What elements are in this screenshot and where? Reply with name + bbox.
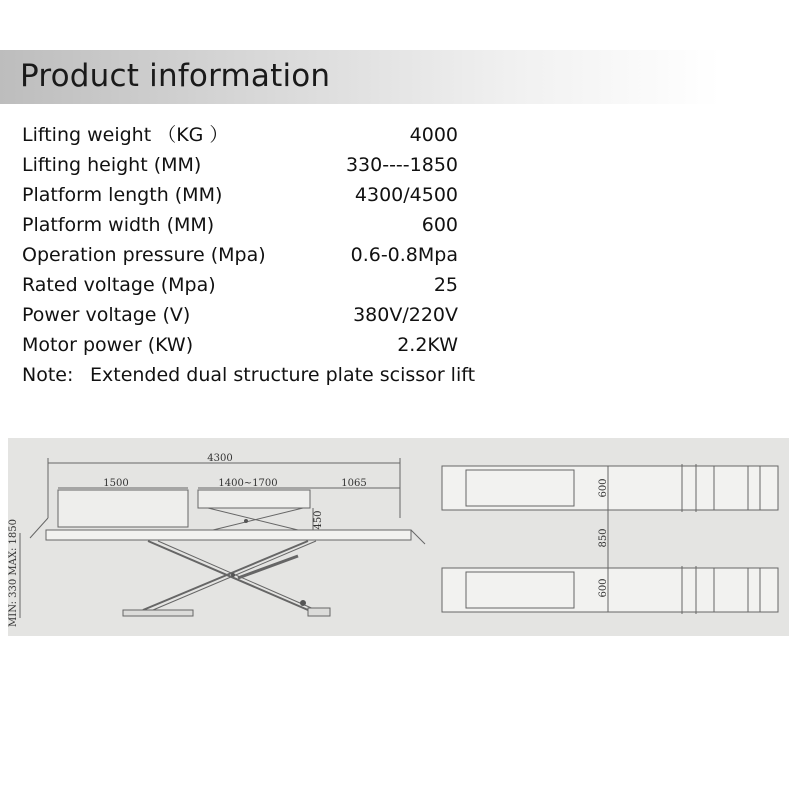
page-title: Product information [20, 58, 331, 94]
right-ramp [411, 530, 425, 544]
dimension-left: 1500 [103, 478, 129, 489]
spec-row [22, 210, 462, 240]
dimension-overall: 4300 [207, 453, 233, 464]
middle-platform-section [198, 490, 310, 508]
dimension-platform-height: 450 [313, 510, 324, 530]
dimension-width-lower: 600 [598, 578, 609, 598]
spec-label: Platform width (MM) [22, 214, 215, 236]
left-platform-section [58, 490, 188, 527]
spec-value: 380V/220V [353, 304, 458, 326]
spec-value: 25 [433, 274, 458, 296]
left-ramp [30, 518, 48, 538]
spec-value: 2.2KW [397, 334, 458, 356]
spec-label: Power voltage (V) [22, 304, 191, 326]
main-platform [46, 530, 411, 540]
dimension-gap: 850 [598, 528, 609, 548]
spec-row [22, 180, 462, 210]
note-label: Note: [22, 364, 74, 386]
base-plate-left [123, 610, 193, 616]
spec-value: 600 [421, 214, 458, 236]
spec-value: 330----1850 [345, 154, 458, 176]
spec-row [22, 270, 462, 300]
spec-row [22, 300, 462, 330]
dimension-width-upper: 600 [598, 478, 609, 498]
technical-drawing [8, 438, 789, 636]
spec-label: Lifting weight （KG ） [22, 124, 229, 146]
spec-label: Operation pressure (Mpa) [22, 244, 266, 266]
spec-value: 4000 [409, 124, 458, 146]
top-view-platform-lower [442, 568, 778, 612]
base-plate-right [308, 608, 330, 616]
header-bar [0, 50, 800, 104]
spec-row [22, 330, 462, 360]
dimension-middle: 1400~1700 [218, 478, 278, 489]
spec-value: 4300/4500 [354, 184, 458, 206]
spec-label: Rated voltage (Mpa) [22, 274, 216, 296]
spec-label: Platform length (MM) [22, 184, 223, 206]
dimension-lift-range: MIN: 330 MAX: 1850 [8, 519, 19, 627]
spec-row [22, 150, 462, 180]
spec-value: 0.6-0.8Mpa [350, 244, 458, 266]
dimension-right: 1065 [341, 478, 367, 489]
spec-label: Motor power (KW) [22, 334, 194, 356]
note-text: Extended dual structure plate scissor lift [90, 364, 476, 386]
note-row [22, 360, 492, 390]
spec-row [22, 240, 462, 270]
spec-label: Lifting height (MM) [22, 154, 202, 176]
technical-drawing-svg [8, 438, 789, 636]
spec-row [22, 120, 462, 150]
top-view-platform-upper [442, 466, 778, 510]
